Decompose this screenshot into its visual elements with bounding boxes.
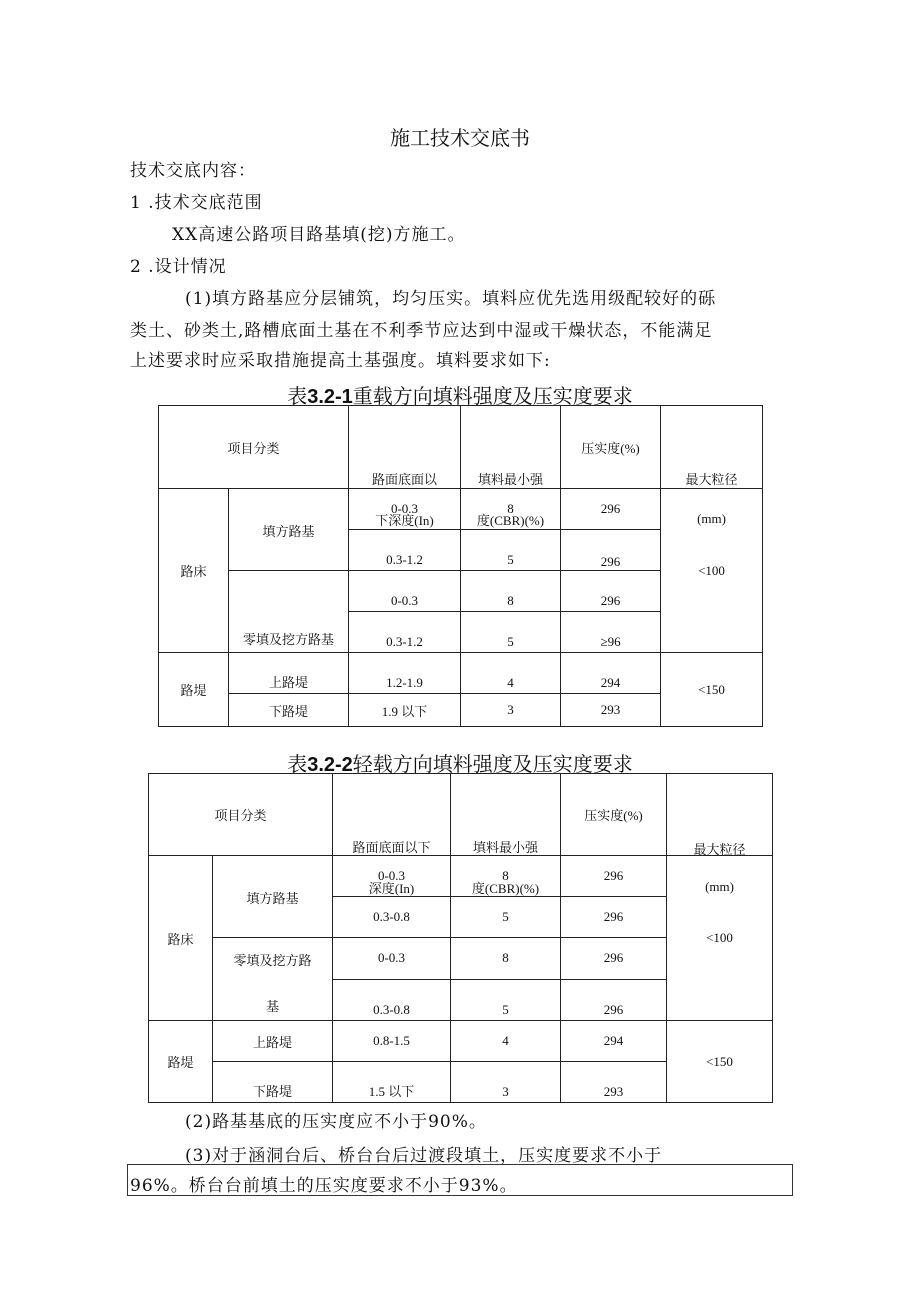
cell-cbr: 5 — [461, 530, 561, 571]
header-category: 项目分类 — [149, 774, 333, 856]
sub-lower-embankment: 下路堤 — [229, 694, 349, 727]
paragraph-2: (2)路基基底的压实度应不小于90%。 — [185, 1112, 487, 1132]
cell-cbr: 5 — [451, 979, 561, 1021]
group-embankment: 路堤 — [159, 653, 229, 727]
cell-depth: 0-0.3 — [333, 856, 451, 897]
sub-zero-line-1: 零填及挖方路 — [233, 953, 312, 968]
section-2-heading: 2 .设计情况 — [130, 257, 227, 277]
header-cbr-line-1: 填料最小强 — [478, 472, 544, 487]
header-size-line-1: 最大粒径 — [685, 472, 738, 487]
table-row — [159, 489, 763, 530]
table-2-caption-text: 轻载方向填料强度及压实度要求 — [352, 752, 633, 776]
cell-compaction: 294 — [561, 653, 661, 694]
sub-zero-fill-cut: 零填及挖方路基 — [229, 571, 349, 653]
cell-depth: 0.3-1.2 — [349, 530, 461, 571]
size-roadbed: <100 — [667, 856, 773, 1021]
table-row — [149, 774, 773, 856]
group-roadbed: 路床 — [159, 489, 229, 653]
size-embankment: <150 — [661, 653, 763, 727]
header-size — [667, 774, 773, 894]
cell-depth: 0-0.3 — [333, 938, 451, 980]
section-1-text: XX高速公路项目路基填(挖)方施工。 — [172, 225, 466, 245]
cell-cbr: 5 — [461, 612, 561, 653]
sub-fill-subgrade: 填方路基 — [213, 856, 333, 938]
cell-compaction: 294 — [561, 1021, 667, 1062]
sub-upper-embankment: 上路堤 — [229, 653, 349, 694]
table-1-caption-number: 3.2-1 — [307, 386, 353, 408]
header-depth-line-1: 路面底面以下 — [352, 839, 431, 855]
table-row — [149, 856, 773, 897]
cell-depth: 0-0.3 — [349, 571, 461, 612]
cell-compaction: 296 — [561, 938, 667, 980]
header-cbr — [461, 406, 561, 528]
header-depth-line-2: 下深度(In) — [375, 513, 434, 528]
cell-compaction: 293 — [561, 1062, 667, 1103]
group-embankment: 路堤 — [149, 1021, 213, 1103]
paragraph-1-line-1: (1)填方路基应分层铺筑，均匀压实。填料应优先选用级配较好的砾 — [185, 289, 717, 309]
cell-cbr: 3 — [451, 1062, 561, 1103]
cell-depth: 1.5 以下 — [333, 1062, 451, 1103]
table-row — [159, 653, 763, 694]
header-cbr-line-2: 度(CBR)(%) — [471, 880, 540, 896]
header-size-line-2: (mm) — [697, 511, 726, 526]
cell-cbr: 8 — [451, 938, 561, 980]
paragraph-1-line-3: 上述要求时应采取措施提高土基强度。填料要求如下: — [130, 351, 551, 371]
table-1-caption-text: 重载方向填料强度及压实度要求 — [352, 384, 633, 408]
cell-cbr: 4 — [451, 1021, 561, 1062]
header-size-line-2: (mm) — [705, 878, 734, 894]
cell-depth: 0.3-1.2 — [349, 612, 461, 653]
cell-cbr: 8 — [451, 856, 561, 897]
cell-compaction: 296 — [561, 856, 667, 897]
paragraph-3-line-1: (3)对于涵洞台后、桥台台后过渡段填土，压实度要求不小于 — [185, 1146, 663, 1166]
table-2 — [148, 773, 773, 1103]
cell-depth: 0.3-0.8 — [333, 979, 451, 1021]
sub-upper-embankment: 上路堤 — [213, 1021, 333, 1062]
size-roadbed: <100 — [661, 489, 763, 653]
header-compaction: 压实度(%) — [561, 406, 661, 489]
cell-compaction: 296 — [561, 530, 661, 571]
cell-depth: 1.2-1.9 — [349, 653, 461, 694]
cell-depth: 0.3-0.8 — [333, 897, 451, 938]
header-depth-line-2: 深度(In) — [368, 880, 415, 896]
cell-cbr: 3 — [461, 694, 561, 727]
table-1 — [158, 405, 763, 727]
sub-zero-line-2: 基 — [266, 999, 280, 1014]
group-roadbed: 路床 — [149, 856, 213, 1021]
table-2-caption-prefix: 表 — [287, 752, 308, 776]
paragraph-1-line-2: 类土、砂类土,路槽底面土基在不利季节应达到中湿或干燥状态，不能满足 — [130, 321, 713, 341]
table-1-caption-prefix: 表 — [287, 384, 308, 408]
section-1-heading: 1 .技术交底范围 — [130, 193, 263, 213]
header-cbr-line-2: 度(CBR)(%) — [476, 513, 545, 528]
cell-cbr: 8 — [461, 571, 561, 612]
cell-compaction: 296 — [561, 897, 667, 938]
cell-cbr: 8 — [461, 489, 561, 530]
table-row — [159, 406, 763, 489]
table-row — [149, 1021, 773, 1062]
cell-depth: 0-0.3 — [349, 489, 461, 530]
cell-depth: 0.8-1.5 — [333, 1021, 451, 1062]
cell-compaction: ≥96 — [561, 612, 661, 653]
header-category: 项目分类 — [159, 406, 349, 489]
header-size-line-1: 最大粒径 — [693, 841, 746, 857]
cell-compaction: 293 — [561, 694, 661, 727]
header-compaction: 压实度(%) — [561, 774, 667, 856]
sub-fill-subgrade: 填方路基 — [229, 489, 349, 571]
header-size — [661, 406, 763, 526]
header-cbr-line-1: 填料最小强 — [473, 839, 539, 855]
header-cbr — [451, 774, 561, 896]
cell-compaction: 296 — [561, 571, 661, 612]
table-2-caption-number: 3.2-2 — [307, 754, 353, 776]
cell-cbr: 4 — [461, 653, 561, 694]
size-embankment: <150 — [667, 1021, 773, 1103]
cell-depth: 1.9 以下 — [349, 694, 461, 727]
cell-compaction: 296 — [561, 489, 661, 530]
cell-cbr: 5 — [451, 897, 561, 938]
content-label: 技术交底内容： — [130, 161, 256, 181]
sub-lower-embankment: 下路堤 — [213, 1062, 333, 1103]
header-depth-line-1: 路面底面以 — [372, 472, 438, 487]
document-title: 施工技术交底书 — [390, 126, 530, 150]
cell-compaction: 296 — [561, 979, 667, 1021]
paragraph-3-line-2: 96%。桥台台前填土的压实度要求不小于93%。 — [130, 1176, 518, 1196]
sub-zero-fill-cut — [213, 938, 333, 1021]
